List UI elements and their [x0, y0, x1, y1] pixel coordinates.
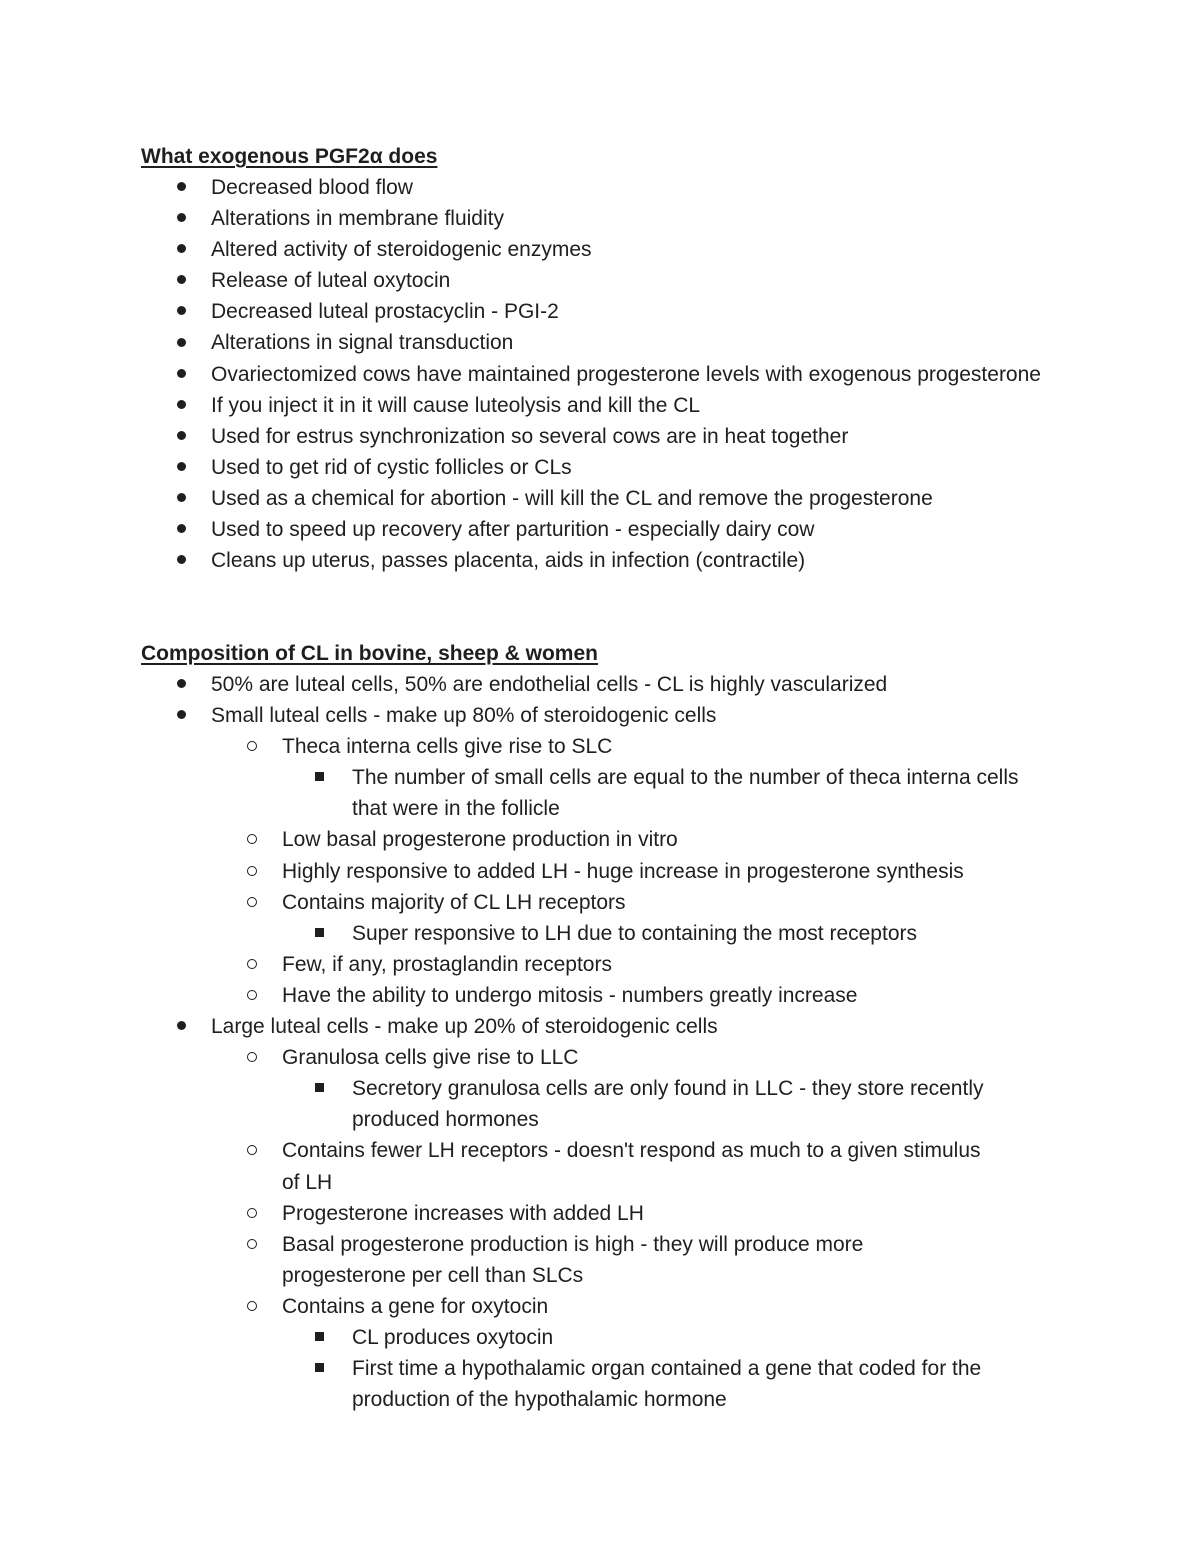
bullet-icon: [177, 421, 186, 452]
square-bullet-icon: [315, 1073, 324, 1104]
circle-bullet-icon: [247, 1291, 257, 1322]
list-item: CL produces oxytocin: [141, 1322, 1101, 1353]
list-item: Ovariectomized cows have maintained progesterone levels with exogenous progesterone: [141, 359, 1071, 390]
bullet-icon: [177, 1011, 186, 1042]
list-item: Alterations in membrane fluidity: [141, 203, 1101, 234]
list-item: Cleans up uterus, passes placenta, aids in infection (contractile): [141, 545, 1101, 576]
list-item: Altered activity of steroidogenic enzymes: [141, 234, 1101, 265]
list-item: Used as a chemical for abortion - will kill the CL and remove the progesterone: [141, 483, 1101, 514]
list-item: The number of small cells are equal to the number of theca interna cells that were in the follicle: [141, 762, 1052, 824]
circle-bullet-icon: [247, 1229, 257, 1260]
list-item: Secretory granulosa cells are only found in LLC - they store recently produced hormones: [141, 1073, 992, 1135]
list-item: Low basal progesterone production in vitro: [141, 824, 1101, 855]
list-item: Have the ability to undergo mitosis - numbers greatly increase: [141, 980, 1101, 1011]
list-item: Large luteal cells - make up 20% of steroidogenic cells: [141, 1011, 1101, 1042]
section-cl-composition: [141, 638, 1101, 1415]
bullet-icon: [177, 700, 186, 731]
list-item: Highly responsive to added LH - huge increase in progesterone synthesis: [141, 856, 1101, 887]
circle-bullet-icon: [247, 856, 257, 887]
bullet-icon: [177, 296, 186, 327]
bullet-icon: [177, 545, 186, 576]
list-item: Small luteal cells - make up 80% of steroidogenic cells: [141, 700, 1101, 731]
circle-bullet-icon: [247, 824, 257, 855]
bullet-icon: [177, 265, 186, 296]
list-item: Release of luteal oxytocin: [141, 265, 1101, 296]
bullet-icon: [177, 359, 186, 390]
list-item: Alterations in signal transduction: [141, 327, 1101, 358]
list-item: Used to get rid of cystic follicles or CLs: [141, 452, 1101, 483]
bullet-icon: [177, 390, 186, 421]
square-bullet-icon: [315, 762, 324, 793]
bullet-icon: [177, 172, 186, 203]
circle-bullet-icon: [247, 1042, 257, 1073]
bullet-icon: [177, 452, 186, 483]
list-item: Used for estrus synchronization so several cows are in heat together: [141, 421, 1101, 452]
square-bullet-icon: [315, 1353, 324, 1384]
list-item: Contains a gene for oxytocin: [141, 1291, 1101, 1322]
square-bullet-icon: [315, 1322, 324, 1353]
bullet-icon: [177, 203, 186, 234]
circle-bullet-icon: [247, 731, 257, 762]
list-item: First time a hypothalamic organ contained a gene that coded for the production of the hypothalamic hormone: [141, 1353, 1072, 1415]
circle-bullet-icon: [247, 887, 257, 918]
square-bullet-icon: [315, 918, 324, 949]
list-item: Contains fewer LH receptors - doesn't respond as much to a given stimulus of LH: [141, 1135, 982, 1197]
list-item: Super responsive to LH due to containing the most receptors: [141, 918, 1101, 949]
bullet-icon: [177, 234, 186, 265]
bullet-icon: [177, 514, 186, 545]
list-item: Progesterone increases with added LH: [141, 1198, 1101, 1229]
list-item: Basal progesterone production is high - they will produce more progesterone per cell than SLCs: [141, 1229, 942, 1291]
list-item: 50% are luteal cells, 50% are endothelial cells - CL is highly vascularized: [141, 669, 1101, 700]
list-item: Few, if any, prostaglandin receptors: [141, 949, 1101, 980]
bullet-icon: [177, 669, 186, 700]
bullet-list: [141, 669, 1101, 1415]
bullet-icon: [177, 327, 186, 358]
circle-bullet-icon: [247, 1198, 257, 1229]
bullet-list: [141, 172, 1101, 576]
list-item: If you inject it in it will cause luteolysis and kill the CL: [141, 390, 1101, 421]
section-heading: Composition of CL in bovine, sheep & women: [141, 642, 598, 665]
section-heading: What exogenous PGF2α does: [141, 145, 438, 168]
circle-bullet-icon: [247, 949, 257, 980]
list-item: Decreased luteal prostacyclin - PGI-2: [141, 296, 1101, 327]
list-item: Granulosa cells give rise to LLC: [141, 1042, 1101, 1073]
list-item: Theca interna cells give rise to SLC: [141, 731, 1101, 762]
list-item: Contains majority of CL LH receptors: [141, 887, 1101, 918]
section-pgf2a: [141, 141, 1101, 576]
circle-bullet-icon: [247, 1135, 257, 1166]
circle-bullet-icon: [247, 980, 257, 1011]
bullet-icon: [177, 483, 186, 514]
list-item: Used to speed up recovery after parturition - especially dairy cow: [141, 514, 1101, 545]
list-item: Decreased blood flow: [141, 172, 1101, 203]
